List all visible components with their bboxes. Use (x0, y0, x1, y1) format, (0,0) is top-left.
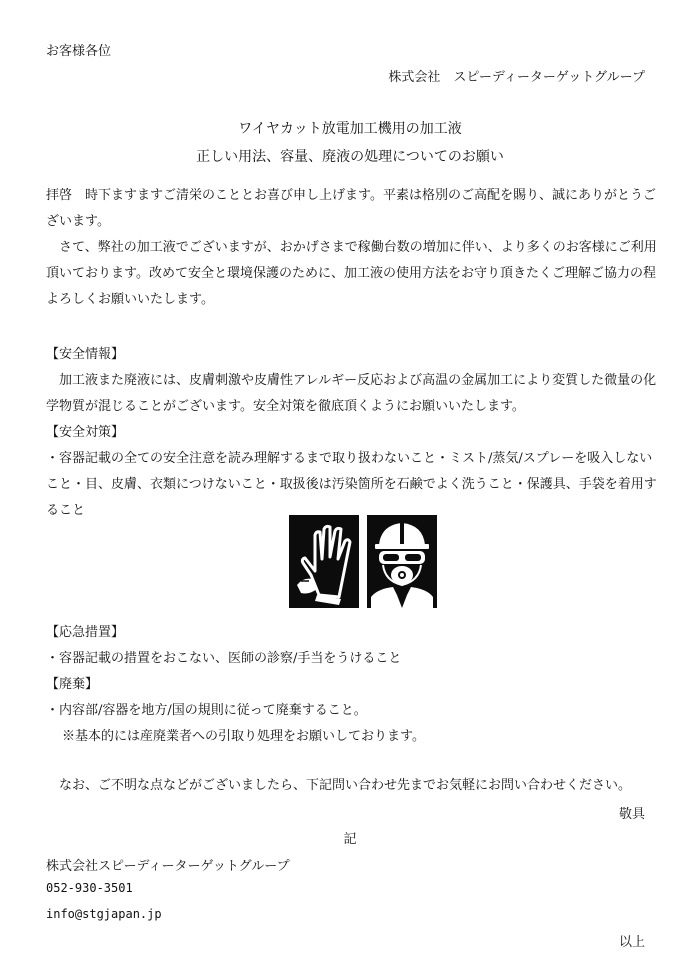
keigu: 敬具 (618, 807, 645, 822)
intro-line: よろしくお願いいたします。 (46, 292, 214, 307)
section-heading: 【安全対策】 (46, 425, 125, 440)
contact-email[interactable]: info@stgjapan.jp (46, 907, 162, 921)
closing-line: なお、ご不明な点などがございましたら、下記問い合わせ先までお気軽にお問い合わせください。 (46, 778, 632, 793)
intro-line: さて、弊社の加工液でございますが、おかげさまで稼働台数の増加に伴い、より多くのお客様にご利用 (46, 240, 657, 255)
intro-line: 頂いております。改めて安全と環境保護のために、加工液の使用方法をお守り頂きたくご理解ご協力の程 (46, 266, 656, 281)
intro-line: 拝啓 時下ますますご清栄のこととお喜び申し上げます。平素は格別のご高配を賜り、誠にありがとうご (46, 188, 656, 203)
body-line: 加工液また廃液には、皮膚刺激や皮膚性アレルギー反応および高温の金属加工により変質した微量の化 (46, 373, 657, 388)
body-line: こと・目、皮膚、衣類につけないこと・取扱後は汚染箇所を石鹸でよく洗うこと・保護具、手袋を着用す (46, 477, 657, 492)
document-title-line1: ワイヤカット放電加工機用の加工液 (238, 121, 462, 137)
section-heading: 【応急措置】 (46, 625, 125, 640)
section-heading: 【安全情報】 (46, 347, 125, 362)
contact-phone: 052-930-3501 (46, 881, 133, 895)
end-mark: 以上 (618, 935, 645, 950)
sender-company: 株式会社 スピーディーターゲットグループ (388, 70, 645, 85)
glove-icon (289, 515, 359, 608)
section-heading: 【廃棄】 (46, 677, 99, 692)
ki-mark: 記 (343, 832, 357, 847)
contact-company: 株式会社スピーディーターゲットグループ (46, 859, 290, 874)
body-line: 学物質が混じることがございます。安全対策を徹底頂くようにお願いいたします。 (46, 399, 525, 414)
body-line: ・内容部/容器を地方/国の規則に従って廃棄すること。 (46, 703, 367, 718)
recipient: お客様各位 (46, 44, 112, 59)
body-line: ること (46, 503, 86, 518)
intro-line: ざいます。 (46, 214, 110, 229)
body-line: ※基本的には産廃業者への引取り処理をお願いしております。 (62, 729, 425, 744)
document-title-line2: 正しい用法、容量、廃液の処理についてのお願い (196, 149, 504, 165)
body-line: ・容器記載の全ての安全注意を読み理解するまで取り扱わないこと・ミスト/蒸気/スプレーを吸入しない (46, 451, 653, 466)
body-line: ・容器記載の措置をおこない、医師の診察/手当をうけること (46, 651, 402, 666)
safety-helmet-goggles-mask-icon (367, 515, 437, 608)
